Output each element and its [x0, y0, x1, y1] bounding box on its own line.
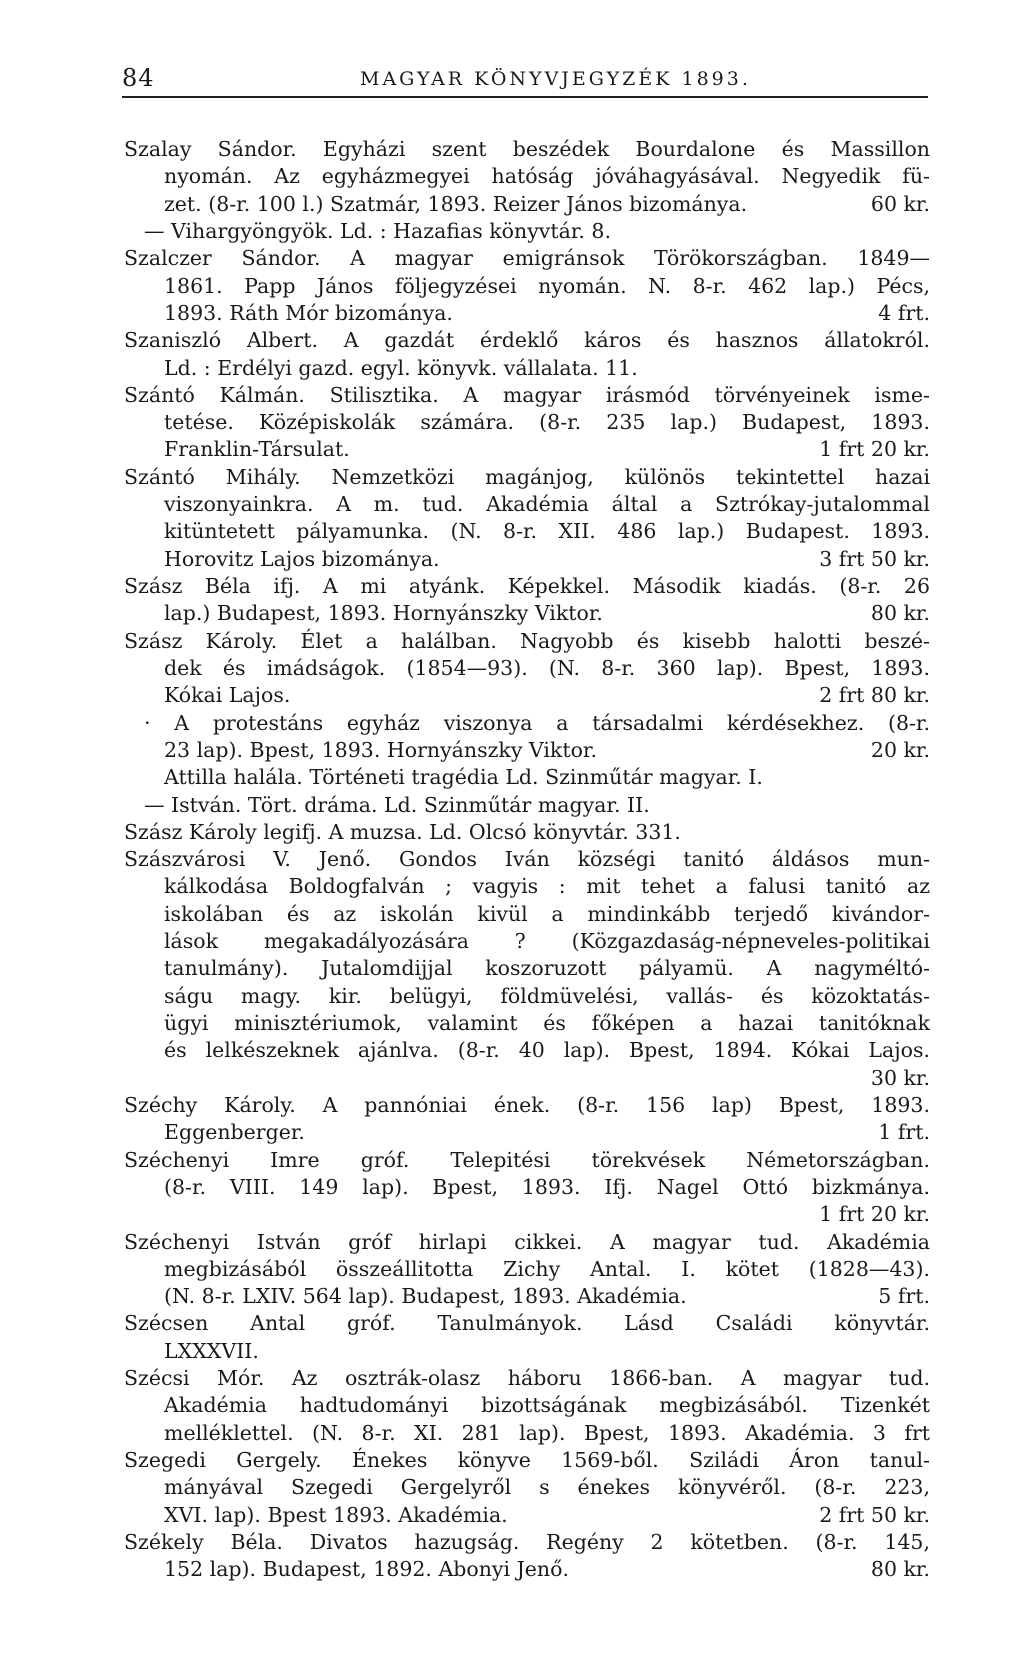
- catalog-line: [124, 191, 930, 218]
- line-text: Kókai Lajos.: [164, 683, 291, 708]
- line-text: LXXXVII.: [164, 1338, 259, 1363]
- line-text: mányával Szegedi Gergelyről s énekes könyvéről. (8-r. 223,: [164, 1475, 930, 1500]
- line-price: 3 frt 50 kr.: [819, 546, 930, 571]
- catalog-line: [124, 955, 930, 982]
- catalog-line: [124, 491, 930, 518]
- running-header: [122, 62, 922, 96]
- line-price: 20 kr.: [870, 737, 930, 762]
- catalog-line: [124, 1556, 930, 1583]
- header-rule: [122, 96, 928, 98]
- catalog-line: [124, 409, 930, 436]
- catalog-line: [124, 1283, 930, 1310]
- catalog-line: [124, 737, 930, 764]
- catalog-line: [124, 1338, 930, 1365]
- line-text: Eggenberger.: [164, 1120, 305, 1145]
- line-text: megbizásából összeállitotta Zichy Antal. I. kötet (1828—43).: [164, 1256, 930, 1281]
- catalog-line: [124, 1229, 930, 1256]
- line-text: melléklettel. (N. 8-r. XI. 281 lap). Bpest, 1893. Akadémia. 3 frt: [164, 1420, 930, 1445]
- catalog-line: [124, 573, 930, 600]
- line-text: dek és imádságok. (1854—93). (N. 8-r. 360 lap). Bpest, 1893.: [164, 655, 930, 680]
- catalog-line: [124, 1310, 930, 1337]
- line-text: zet. (8-r. 100 l.) Szatmár, 1893. Reizer János bizománya.: [164, 191, 748, 216]
- catalog-line: [124, 436, 930, 463]
- catalog-line: [124, 1529, 930, 1556]
- catalog-line: [124, 819, 930, 846]
- line-text: — István. Tört. dráma. Ld. Szinműtár magyar. II.: [144, 792, 650, 817]
- catalog-line: [124, 546, 930, 573]
- line-text: Szász Béla ifj. A mi atyánk. Képekkel. Második kiadás. (8-r. 26: [124, 574, 930, 598]
- catalog-line: [124, 464, 930, 491]
- line-text: és lelkészeknek ajánlva. (8-r. 40 lap). Bpest, 1894. Kókai Lajos.: [164, 1038, 930, 1063]
- catalog-line: [124, 1256, 930, 1283]
- line-text: Szécsi Mór. Az osztrák-olasz háboru 1866-ban. A magyar tud.: [124, 1366, 930, 1391]
- line-text: Akadémia hadtudományi bizottságának megbizásából. Tizenkét: [164, 1393, 930, 1418]
- line-text: lások megakadályozására ? (Közgazdaság-népneveles-politikai: [164, 929, 930, 954]
- catalog-line: [124, 1147, 930, 1174]
- line-text: lap.) Budapest, 1893. Hornyánszky Viktor.: [164, 601, 603, 626]
- catalog-line: [124, 846, 930, 873]
- line-text: Szécsen Antal gróf. Tanulmányok. Lásd Családi könyvtár.: [124, 1311, 930, 1336]
- line-text: — Vihargyöngyök. Ld. : Hazafias könyvtár. 8.: [144, 218, 611, 243]
- catalog-line: [124, 136, 930, 163]
- catalog-line: [124, 355, 930, 382]
- line-text: Szegedi Gergely. Énekes könyve 1569-ből. Sziládi Áron tanul-: [124, 1448, 930, 1472]
- catalog-line: [124, 218, 930, 245]
- catalog-line: [124, 710, 930, 737]
- catalog-line: [124, 655, 930, 682]
- line-text: Attilla halála. Történeti tragédia Ld. Szinműtár magyar. I.: [164, 765, 763, 790]
- catalog-line: [124, 1474, 930, 1501]
- line-text: Széchy Károly. A pannóniai ének. (8-r. 156 lap) Bpest, 1893.: [124, 1092, 930, 1117]
- line-price: 1 frt 20 kr.: [819, 437, 930, 462]
- catalog-line: [124, 163, 930, 190]
- running-title: MAGYAR KÖNYVJEGYZÉK 1893.: [360, 68, 751, 90]
- line-price: 4 frt.: [878, 300, 930, 325]
- line-text: Széchenyi István gróf hirlapi cikkei. A magyar tud. Akadémia: [124, 1229, 930, 1254]
- line-price: 30 kr.: [870, 1065, 930, 1090]
- line-price: 80 kr.: [870, 601, 930, 626]
- catalog-line: [124, 382, 930, 409]
- line-text: 1861. Papp János följegyzései nyomán. N. 8-r. 462 lap.) Pécs,: [164, 273, 930, 298]
- line-text: Szántó Mihály. Nemzetközi magánjog, különös tekintettel hazai: [124, 464, 930, 489]
- line-text: ságu magy. kir. belügyi, földmüvelési, vallás- és közoktatás-: [164, 983, 930, 1008]
- line-text: Szalay Sándor. Egyházi szent beszédek Bourdalone és Massillon: [124, 137, 930, 161]
- catalog-line: [124, 1447, 930, 1474]
- catalog-line: [124, 1201, 930, 1228]
- line-text: Szászvárosi V. Jenő. Gondos Iván községi tanitó áldásos mun-: [124, 847, 930, 872]
- line-text: 1893. Ráth Mór bizománya.: [164, 300, 453, 325]
- catalog-line: [124, 764, 930, 791]
- catalog-line: [124, 300, 930, 327]
- line-text: kálkodása Boldogfalván ; vagyis : mit tehet a falusi tanitó az: [164, 874, 930, 899]
- catalog-line: [124, 1065, 930, 1092]
- line-text: Horovitz Lajos bizománya.: [164, 546, 440, 571]
- line-text: 23 lap). Bpest, 1893. Hornyánszky Viktor.: [164, 737, 597, 762]
- catalog-line: [124, 928, 930, 955]
- catalog-line: [124, 245, 930, 272]
- catalog-line: [124, 600, 930, 627]
- page-number: 84: [122, 64, 155, 92]
- catalog-line: [124, 1365, 930, 1392]
- catalog-line: [124, 792, 930, 819]
- catalog-line: [124, 628, 930, 655]
- catalog-line: [124, 327, 930, 354]
- line-text: XVI. lap). Bpest 1893. Akadémia.: [164, 1502, 508, 1527]
- catalog-line: [124, 518, 930, 545]
- catalog-line: [124, 1502, 930, 1529]
- line-text: 152 lap). Budapest, 1892. Abonyi Jenő.: [164, 1557, 569, 1582]
- line-text: Szász Károly legifj. A muzsa. Ld. Olcsó könyvtár. 331.: [124, 819, 681, 844]
- line-text: (8-r. VIII. 149 lap). Bpest, 1893. Ifj. Nagel Ottó bizkmánya.: [164, 1174, 930, 1199]
- catalog-line: [124, 1174, 930, 1201]
- line-text: Szalczer Sándor. A magyar emigránsok Törökországban. 1849—: [124, 246, 930, 271]
- line-price: 80 kr.: [870, 1557, 930, 1582]
- line-text: Székely Béla. Divatos hazugság. Regény 2 kötetben. (8-r. 145,: [124, 1529, 930, 1554]
- catalog-line: [124, 1392, 930, 1419]
- catalog-line: [124, 273, 930, 300]
- catalog-line: [124, 1010, 930, 1037]
- catalog-line: [124, 1092, 930, 1119]
- catalog-line: [124, 983, 930, 1010]
- line-text: Széchenyi Imre gróf. Telepitési törekvések Németországban.: [124, 1147, 930, 1172]
- line-text: viszonyainkra. A m. tud. Akadémia által a Sztrókay-jutalommal: [164, 492, 930, 517]
- line-text: kitüntetett pályamunka. (N. 8-r. XII. 486 lap.) Budapest. 1893.: [164, 519, 930, 544]
- line-text: iskolában és az iskolán kivül a mindinkább terjedő kivándor-: [164, 901, 930, 926]
- line-text: Szász Károly. Élet a halálban. Nagyobb és kisebb halotti beszé-: [124, 628, 930, 653]
- catalog-line: [124, 873, 930, 900]
- line-text: · A protestáns egyház viszonya a társadalmi kérdésekhez. (8-r.: [144, 710, 930, 735]
- line-text: nyomán. Az egyházmegyei hatóság jóváhagyásával. Negyedik fü-: [164, 164, 930, 189]
- line-price: 2 frt 50 kr.: [819, 1502, 930, 1527]
- line-price: 1 frt.: [878, 1120, 930, 1145]
- catalog-line: [124, 901, 930, 928]
- line-text: (N. 8-r. LXIV. 564 lap). Budapest, 1893. Akadémia.: [164, 1284, 687, 1309]
- line-price: 60 kr.: [870, 191, 930, 216]
- line-text: tetése. Középiskolák számára. (8-r. 235 lap.) Budapest, 1893.: [164, 410, 930, 435]
- line-text: Szántó Kálmán. Stilisztika. A magyar irásmód törvényeinek isme-: [124, 382, 930, 407]
- line-text: tanulmány). Jutalomdijjal koszoruzott pályamü. A nagyméltó-: [164, 956, 930, 981]
- line-price: 2 frt 80 kr.: [819, 683, 930, 708]
- catalog-line: [124, 1037, 930, 1064]
- line-text: ügyi minisztériumok, valamint és főképen a hazai tanitóknak: [164, 1011, 930, 1035]
- catalog-line: [124, 1119, 930, 1146]
- line-price: 1 frt 20 kr.: [819, 1202, 930, 1227]
- catalog-entries: [124, 136, 930, 1584]
- line-text: Szaniszló Albert. A gazdát érdeklő káros és hasznos állatokról.: [124, 328, 930, 353]
- line-text: Franklin-Társulat.: [164, 437, 350, 462]
- line-text: Ld. : Erdélyi gazd. egyl. könyvk. vállalata. 11.: [164, 355, 638, 380]
- line-price: 5 frt.: [878, 1284, 930, 1309]
- catalog-line: [124, 682, 930, 709]
- catalog-line: [124, 1420, 930, 1447]
